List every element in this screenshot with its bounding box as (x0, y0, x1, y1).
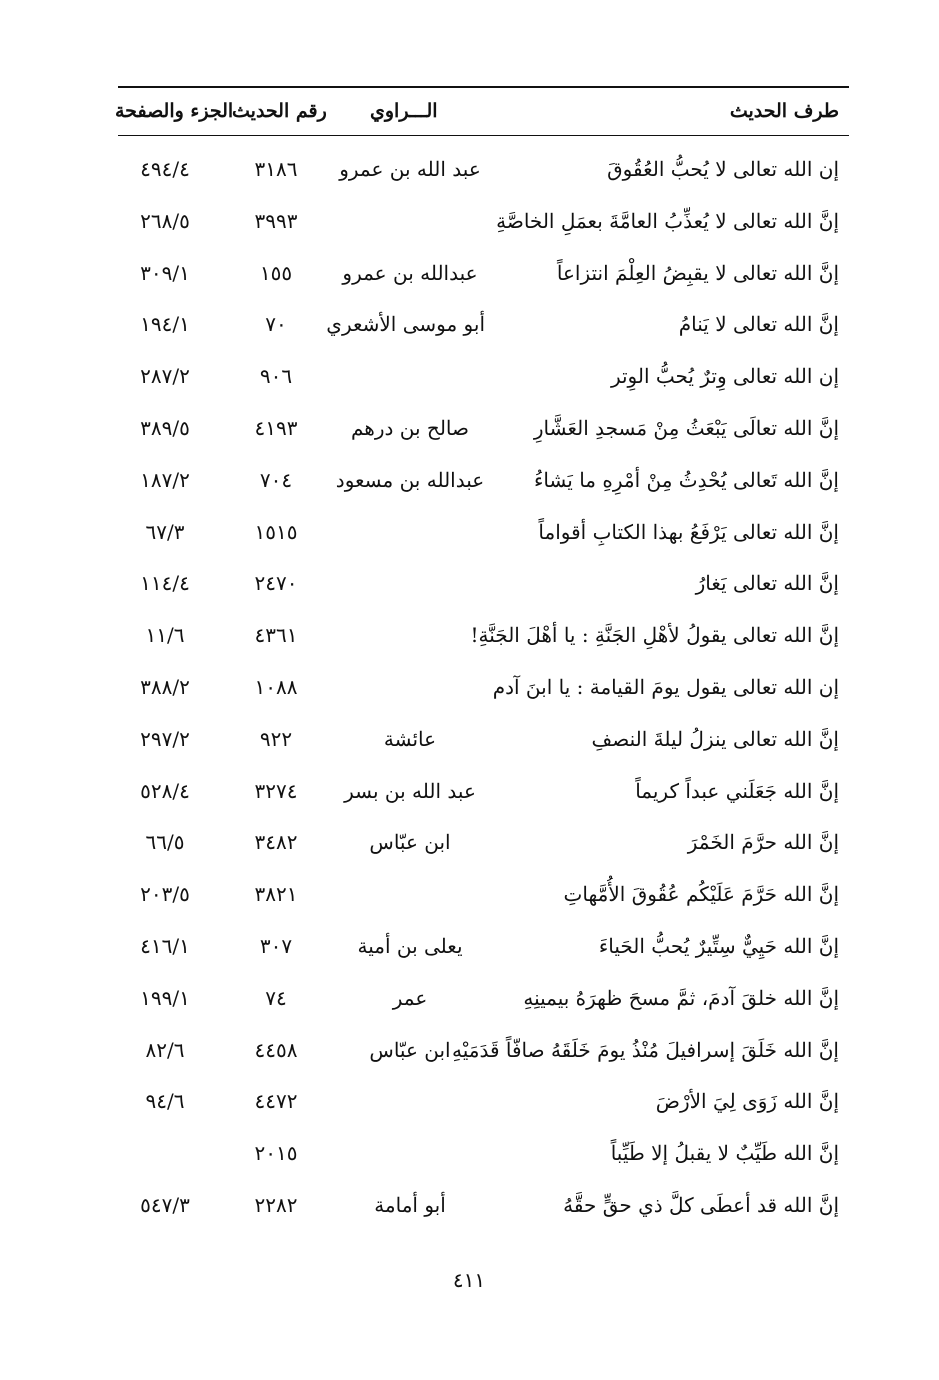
hadith-text: إنَّ الله حَرَّمَ عَلَيْكُم عُقُوقَ الأُمَّهاتِ (563, 882, 839, 907)
table-row (0, 767, 939, 819)
narrator: أبو موسى الأشعري (326, 312, 485, 337)
volume-page: ٨٢/٦ (145, 1037, 185, 1062)
table-row (0, 1077, 939, 1129)
table-row (0, 1181, 939, 1233)
narrator: يعلى بن أمية (357, 933, 463, 958)
hadith-number: ٣٠٧ (259, 933, 293, 958)
hadith-number: ٣٤٨٢ (254, 830, 298, 855)
volume-page: ١١/٦ (145, 623, 185, 648)
table-row (0, 508, 939, 560)
hadith-text: إنَّ الله طَيِّبٌ لا يقبلُ إلا طَيِّباً (610, 1141, 839, 1166)
top-rule (118, 86, 849, 88)
hadith-number: ٩٠٦ (259, 364, 293, 389)
hadith-number: ٤٤٥٨ (254, 1037, 298, 1062)
narrator: عائشة (383, 726, 437, 751)
table-row (0, 870, 939, 922)
narrator: عبد الله بن عمرو (339, 157, 481, 181)
volume-page: ١٩٤/١ (140, 312, 190, 337)
hadith-number: ١٥١٥ (254, 519, 298, 544)
hadith-text: إنَّ الله تعالى لا يَنامُ (678, 312, 839, 337)
narrator: عبد الله بن بسر (344, 778, 476, 803)
hadith-number: ٤٣٦١ (254, 623, 298, 648)
volume-page: ٥٢٨/٤ (140, 778, 190, 803)
table-row (0, 456, 939, 508)
header-hadith: طرف الحديث (729, 100, 839, 122)
hadith-number: ٩٢٢ (259, 726, 293, 751)
table-row (0, 559, 939, 611)
hadith-index-table (0, 145, 939, 1233)
table-row (0, 611, 939, 663)
hadith-number: ١٠٨٨ (254, 674, 298, 699)
hadith-text: إنَّ الله زَوَى لِيَ الأرْضَ (655, 1089, 839, 1114)
narrator: أبو أمامة (374, 1192, 446, 1217)
narrator: ابن عبّاس (369, 1037, 451, 1062)
hadith-text: إن الله تعالى وِترٌ يُحبُّ الوِتر (610, 364, 839, 389)
table-row (0, 818, 939, 870)
hadith-number: ٧٠ (265, 312, 287, 337)
table-row (0, 352, 939, 404)
hadith-number: ١٥٥ (259, 260, 293, 285)
hadith-number: ٣٨٢١ (254, 882, 298, 907)
table-row (0, 974, 939, 1026)
table-row (0, 1026, 939, 1078)
table-row (0, 922, 939, 974)
volume-page: ٣٨٩/٥ (140, 415, 190, 440)
narrator: ابن عبّاس (369, 830, 451, 855)
hadith-number: ٤١٩٣ (254, 415, 298, 440)
volume-page: ٢٦٨/٥ (140, 208, 190, 233)
hadith-text: إنَّ الله تعالى لا يُعذِّبُ العامَّةَ بعمَلِ الخاصَّةِ (496, 208, 839, 233)
hadith-text: إنَّ الله تعالى يَغارُ (695, 571, 839, 596)
table-row (0, 249, 939, 301)
volume-page: ٢٠٣/٥ (140, 882, 190, 907)
hadith-text: إنَّ الله خَلَقَ إسرافيلَ مُنْذُ يومَ خَلَقَهُ صافّاً قَدَمَيْهِ (451, 1037, 839, 1062)
narrator: عمر (392, 985, 428, 1010)
volume-page: ٢٩٧/٢ (140, 726, 190, 751)
volume-page: ٩٤/٦ (145, 1089, 185, 1114)
hadith-text: إنَّ الله تعالى يقولُ لأهْلِ الجَنَّةِ : يا أهْلَ الجَنَّةِ! (470, 623, 839, 648)
narrator: صالح بن درهم (350, 415, 469, 440)
volume-page: ١٨٧/٢ (140, 467, 190, 492)
hadith-text: إن الله تعالى لا يُحبُّ العُقُوقَ (607, 157, 839, 181)
narrator: عبدالله بن عمرو (342, 260, 478, 285)
header-number: رقم الحديث (232, 100, 327, 122)
hadith-text: إنَّ الله تعالى يَرْفَعُ بهذا الكتابِ أقواماً (538, 519, 839, 544)
hadith-text: إنَّ الله تعالَى يَبْعَثُ مِنْ مَسجدِ العَشَّارِ (533, 415, 839, 440)
hadith-text: إن الله تعالى يقول يومَ القيامة : يا ابنَ آدم (492, 674, 839, 699)
hadith-text: إنَّ الله خلقَ آدمَ، ثمَّ مسحَ ظهرَهُ بيمينِهِ (523, 985, 839, 1010)
hadith-number: ٢٠١٥ (254, 1141, 298, 1166)
hadith-text: إنَّ الله حرَّمَ الخَمْرَ (687, 830, 839, 855)
volume-page: ١٩٩/١ (140, 985, 190, 1010)
hadith-number: ٢٤٧٠ (254, 571, 298, 596)
table-row (0, 300, 939, 352)
header-narrator: الـــراوي (370, 100, 438, 122)
hadith-text: إنَّ الله جَعَلَني عبداً كريماً (635, 778, 839, 803)
hadith-number: ٣٩٩٣ (254, 208, 298, 233)
hadith-number: ٧٠٤ (259, 467, 293, 492)
hadith-number: ٢٢٨٢ (254, 1192, 298, 1217)
volume-page: ٢٨٧/٢ (140, 364, 190, 389)
hadith-number: ٤٤٧٢ (254, 1089, 298, 1114)
header-volume-page: الجزء والصفحة (115, 100, 234, 122)
volume-page: ٦٦/٥ (145, 830, 185, 855)
volume-page: ١١٤/٤ (140, 571, 190, 596)
volume-page: ٣٠٩/١ (140, 260, 190, 285)
header-rule (118, 135, 849, 136)
table-row (0, 663, 939, 715)
volume-page: ٤٩٤/٤ (140, 157, 190, 181)
volume-page: ٣٨٨/٢ (140, 674, 190, 699)
hadith-text: إنَّ الله تَعالى يُحْدِثُ مِنْ أمْرِهِ ما يَشاءُ (533, 467, 839, 492)
volume-page: ٤١٦/١ (140, 933, 190, 958)
narrator: عبدالله بن مسعود (335, 467, 485, 492)
table-row (0, 197, 939, 249)
table-row (0, 715, 939, 767)
hadith-number: ٣١٨٦ (254, 157, 298, 181)
hadith-number: ٣٢٧٤ (254, 778, 298, 803)
hadith-text: إنَّ الله قد أعطَى كلَّ ذي حقٍّ حقَّهُ (563, 1192, 839, 1217)
hadith-text: إنَّ الله تعالى لا يقبِضُ العِلْمَ انتزاعاً (556, 260, 839, 285)
page-number: ٤١١ (452, 1268, 486, 1292)
hadith-number: ٧٤ (265, 985, 287, 1010)
table-row (0, 1129, 939, 1181)
hadith-text: إنَّ الله تعالى ينزلُ ليلةَ النصفِ (591, 726, 839, 751)
table-row (0, 145, 939, 197)
volume-page: ٥٤٧/٣ (140, 1192, 190, 1217)
hadith-text: إنَّ الله حَيِيٌّ سِتِّيرٌ يُحبُّ الحَياءَ (598, 933, 839, 958)
table-row (0, 404, 939, 456)
volume-page: ٦٧/٣ (145, 519, 185, 544)
